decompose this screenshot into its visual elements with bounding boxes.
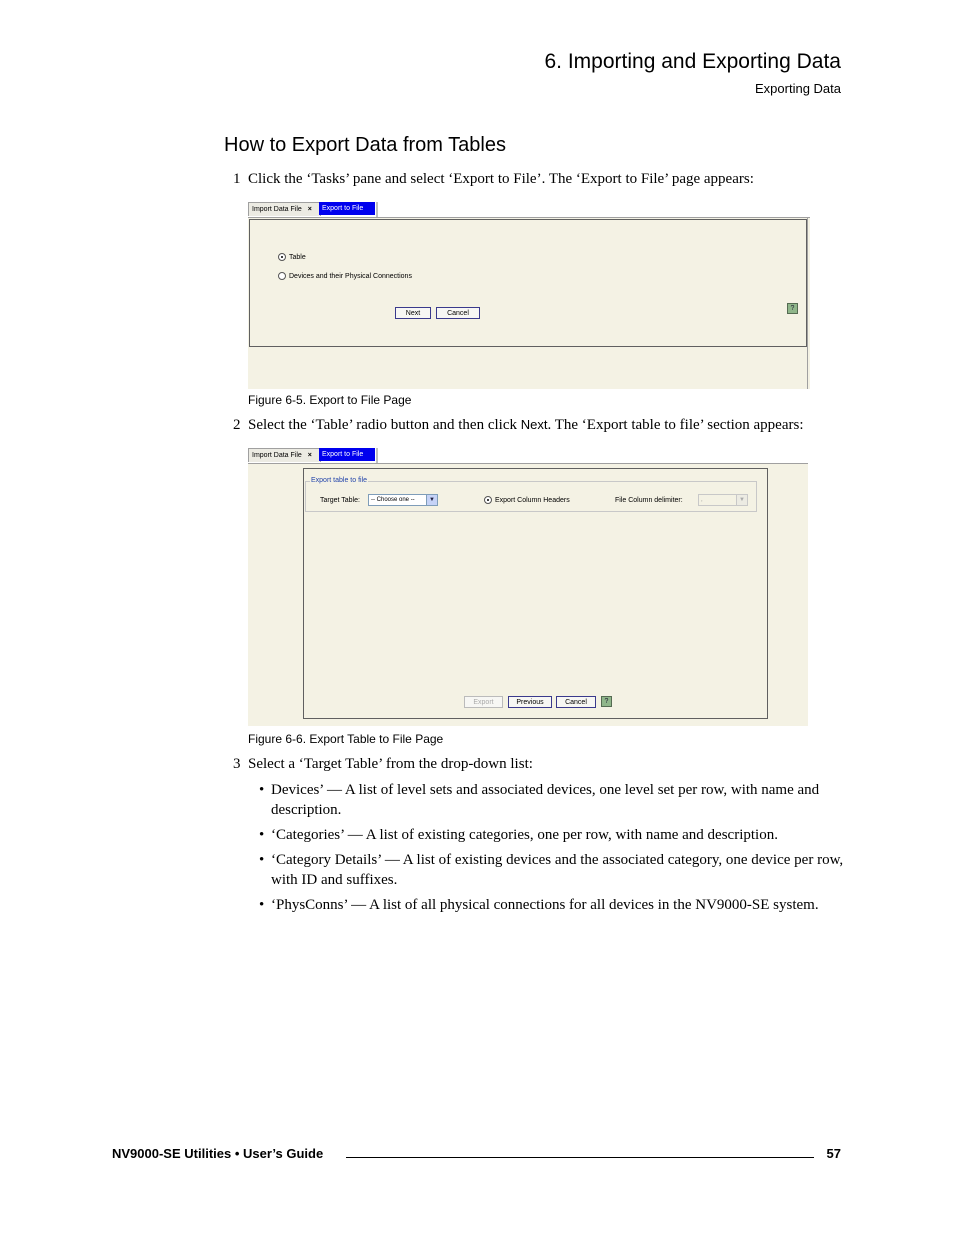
step-text: Select the ‘Table’ radio button and then click — [248, 417, 521, 433]
radio-table[interactable] — [278, 253, 306, 261]
export-button[interactable]: Export — [464, 696, 503, 708]
step-number: 2 — [233, 417, 241, 433]
tab-label: Export to File — [322, 205, 364, 212]
cancel-button[interactable]: Cancel — [436, 307, 480, 319]
list-item-text: ‘Category Details’ — A list of existing devices and the associated category, one device per row, with ID and suffixes. — [271, 852, 844, 888]
target-table-label: Target Table: — [320, 497, 360, 504]
bullet-icon: • — [259, 827, 265, 843]
chapter-title: 6. Importing and Exporting Data — [544, 50, 841, 73]
tab-label: Import Data File — [252, 206, 302, 213]
bullet-icon: • — [259, 897, 265, 913]
list-item-text: ‘PhysConns’ — A list of all physical connections for all devices in the NV9000-SE system. — [271, 897, 819, 913]
step-text: Click the ‘Tasks’ pane and select ‘Export to File’. The ‘Export to File’ page appears: — [248, 171, 754, 187]
section-heading: How to Export Data from Tables — [224, 134, 506, 156]
close-icon[interactable]: × — [307, 452, 312, 459]
step-2 — [233, 417, 804, 434]
step-3 — [233, 756, 533, 773]
help-icon[interactable]: ? — [601, 696, 612, 707]
step-1 — [233, 171, 754, 188]
bullet-icon: • — [259, 782, 265, 798]
list-item — [259, 895, 844, 915]
target-table-select[interactable] — [368, 494, 438, 506]
export-table-panel — [303, 468, 768, 719]
export-table-screenshot — [248, 446, 808, 726]
step-number: 3 — [233, 756, 241, 772]
step-text: Select a ‘Target Table’ from the drop-down list: — [248, 756, 533, 772]
delimiter-select[interactable] — [698, 494, 748, 506]
tab-divider — [376, 448, 378, 463]
tab-import-data-file[interactable] — [248, 202, 321, 216]
chevron-down-icon: ▼ — [426, 495, 437, 505]
cancel-button[interactable]: Cancel — [556, 696, 596, 708]
close-icon[interactable]: × — [307, 206, 312, 213]
list-item — [259, 825, 844, 845]
list-item — [259, 850, 844, 890]
tab-export-to-file[interactable] — [319, 202, 375, 215]
select-value: , — [701, 497, 703, 503]
delimiter-label: File Column delimiter: — [615, 497, 683, 504]
step-text: . The ‘Export table to file’ section appears: — [547, 417, 804, 433]
step-number: 1 — [233, 171, 241, 187]
list-item-text: Devices’ — A list of level sets and associated devices, one level set per row, with name and description. — [271, 782, 820, 818]
list-item-text: ‘Categories’ — A list of existing categories, one per row, with name and description. — [271, 827, 778, 843]
scroll-edge — [807, 217, 808, 389]
tab-label: Export to File — [322, 451, 364, 458]
chevron-down-icon: ▼ — [736, 495, 747, 505]
chapter-subtitle: Exporting Data — [755, 81, 841, 96]
tab-bar — [248, 200, 810, 218]
export-to-file-screenshot — [248, 200, 810, 389]
radio-label: Devices and their Physical Connections — [289, 272, 412, 280]
tab-divider — [376, 202, 378, 217]
page-number: 57 — [826, 1146, 841, 1161]
radio-label: Export Column Headers — [495, 496, 570, 504]
figure-caption: Figure 6-5. Export to File Page — [248, 393, 412, 407]
select-value: -- Choose one -- — [371, 497, 415, 503]
export-options-panel — [249, 219, 807, 347]
previous-button[interactable]: Previous — [508, 696, 552, 708]
tab-import-data-file[interactable] — [248, 448, 321, 462]
next-button[interactable]: Next — [395, 307, 431, 319]
bullet-icon: • — [259, 852, 265, 868]
radio-unselected-icon — [278, 272, 286, 280]
figure-caption: Figure 6-6. Export Table to File Page — [248, 732, 444, 746]
list-item — [259, 780, 844, 820]
step-code: Next — [520, 417, 548, 432]
footer-rule — [346, 1157, 814, 1158]
tab-export-to-file[interactable] — [319, 448, 375, 461]
tab-label: Import Data File — [252, 452, 302, 459]
radio-devices-connections[interactable] — [278, 272, 412, 280]
group-title: Export table to file — [311, 477, 368, 484]
tab-bar — [248, 446, 808, 464]
radio-label: Table — [289, 253, 306, 261]
radio-selected-icon — [278, 253, 286, 261]
help-icon[interactable]: ? — [787, 303, 798, 314]
footer-product: NV9000-SE Utilities • User’s Guide — [112, 1146, 324, 1161]
radio-export-column-headers[interactable] — [484, 496, 570, 504]
radio-selected-icon — [484, 496, 492, 504]
